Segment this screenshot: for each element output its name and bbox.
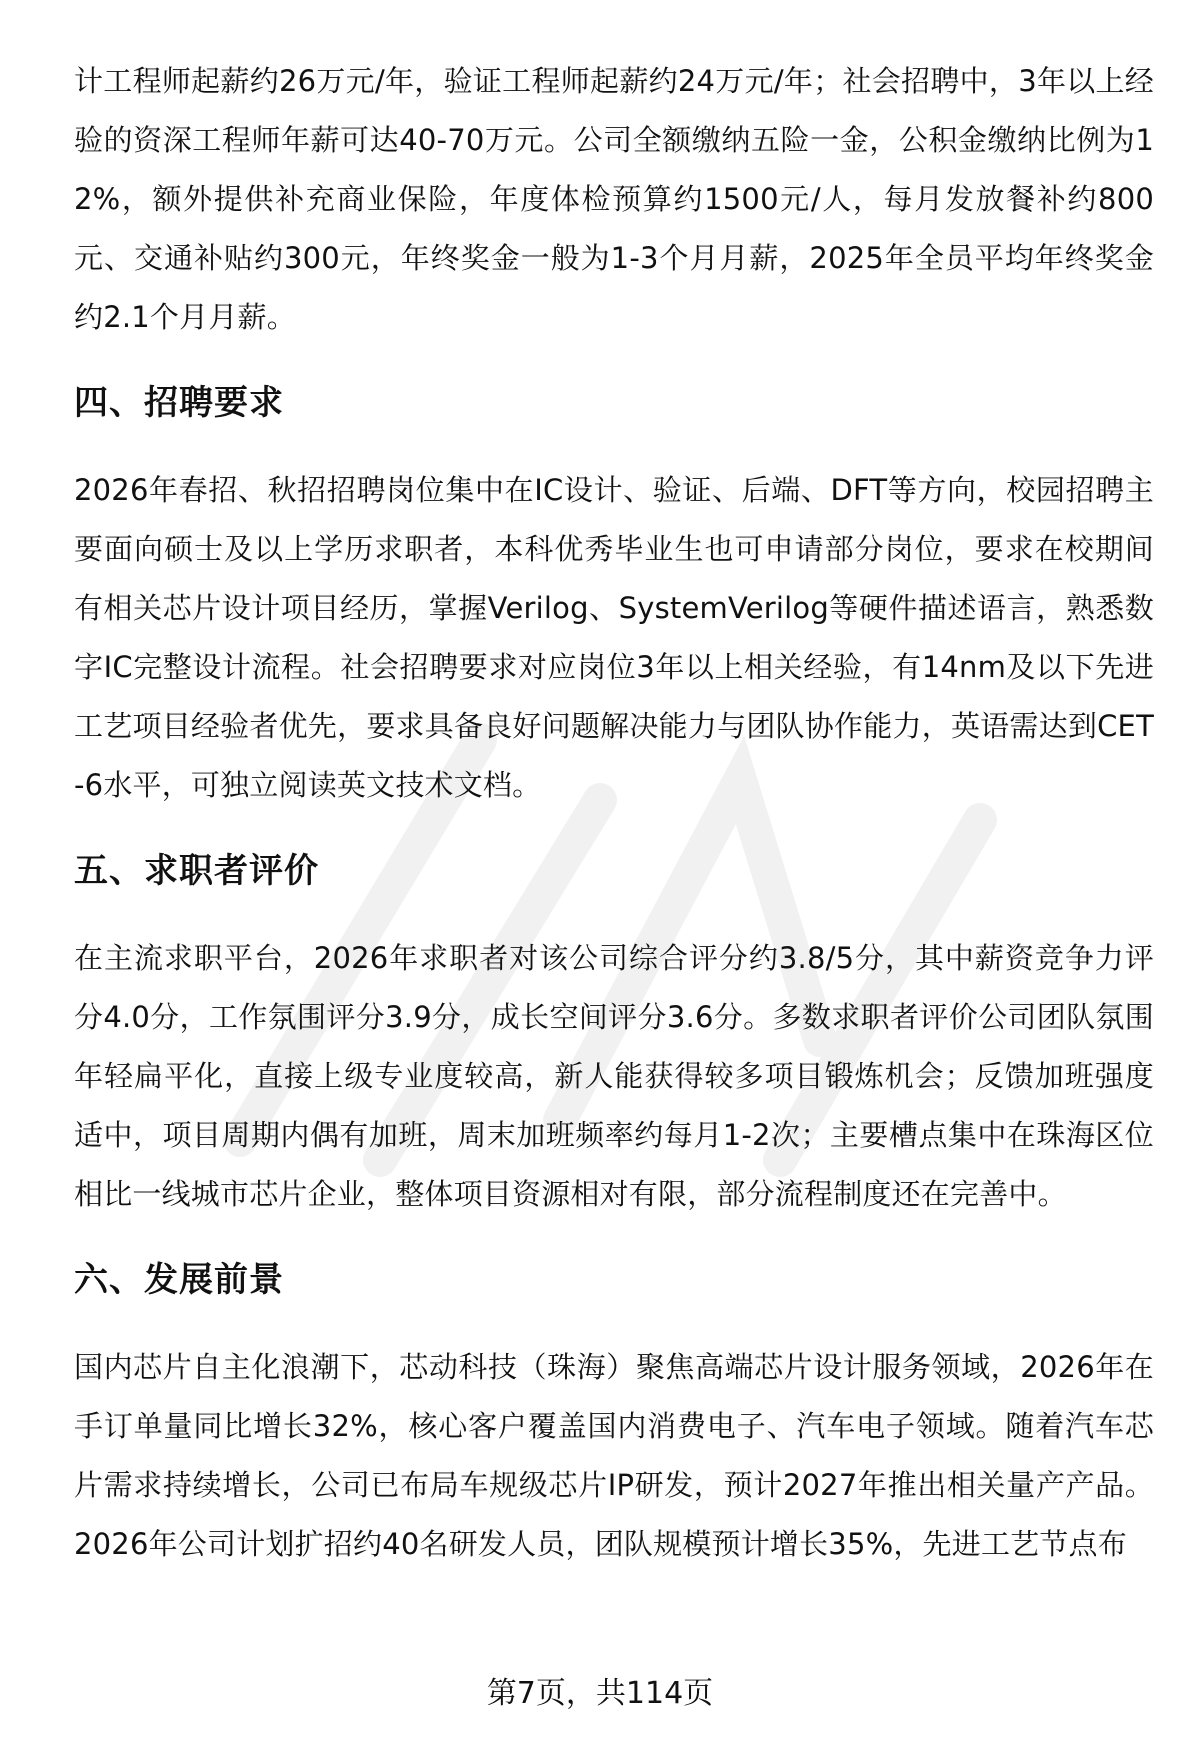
document-body bbox=[74, 52, 1154, 1574]
page-number: 第7页，共114页 bbox=[486, 1676, 714, 1711]
section-heading-requirements: 四、招聘要求 bbox=[74, 383, 284, 423]
section-heading-reviews: 五、求职者评价 bbox=[74, 851, 319, 891]
paragraph-requirements: 2026年春招、秋招招聘岗位集中在IC设计、验证、后端、DFT等方向，校园招聘主要面向硕士及以上学历求职者，本科优秀毕业生也可申请部分岗位，要求在校期间有相关芯片设计项目经历，掌握Verilog、SystemVerilog等硬件描述语言，熟悉数字IC完整设计流程。社会招聘要求对应岗位3年以上相关经验，有14nm及以下先进工艺项目经验者优先，要求具备良好问题解决能力与团队协作能力，英语需达到CET-6水平，可独立阅读英文技术文档。 bbox=[74, 473, 1154, 802]
paragraph-prospects: 国内芯片自主化浪潮下，芯动科技（珠海）聚焦高端芯片设计服务领域，2026年在手订单量同比增长32%，核心客户覆盖国内消费电子、汽车电子领域。随着汽车芯片需求持续增长，公司已布局车规级芯片IP研发，预计2027年推出相关量产产品。2026年公司计划扩招约40名研发人员，团队规模预计增长35%，先进工艺节点布 bbox=[74, 1350, 1154, 1561]
paragraph-salary: 计工程师起薪约26万元/年，验证工程师起薪约24万元/年；社会招聘中，3年以上经验的资深工程师年薪可达40-70万元。公司全额缴纳五险一金，公积金缴纳比例为12%，额外提供补充商业保险，年度体检预算约1500元/人，每月发放餐补约800元、交通补贴约300元，年终奖金一般为1-3个月月薪，2025年全员平均年终奖金约2.1个月月薪。 bbox=[74, 64, 1154, 334]
section-heading-prospects: 六、发展前景 bbox=[74, 1260, 284, 1300]
paragraph-reviews: 在主流求职平台，2026年求职者对该公司综合评分约3.8/5分，其中薪资竞争力评分4.0分，工作氛围评分3.9分，成长空间评分3.6分。多数求职者评价公司团队氛围年轻扁平化，直接上级专业度较高，新人能获得较多项目锻炼机会；反馈加班强度适中，项目周期内偶有加班，周末加班频率约每月1-2次；主要槽点集中在珠海区位相比一线城市芯片企业，整体项目资源相对有限，部分流程制度还在完善中。 bbox=[74, 941, 1154, 1211]
